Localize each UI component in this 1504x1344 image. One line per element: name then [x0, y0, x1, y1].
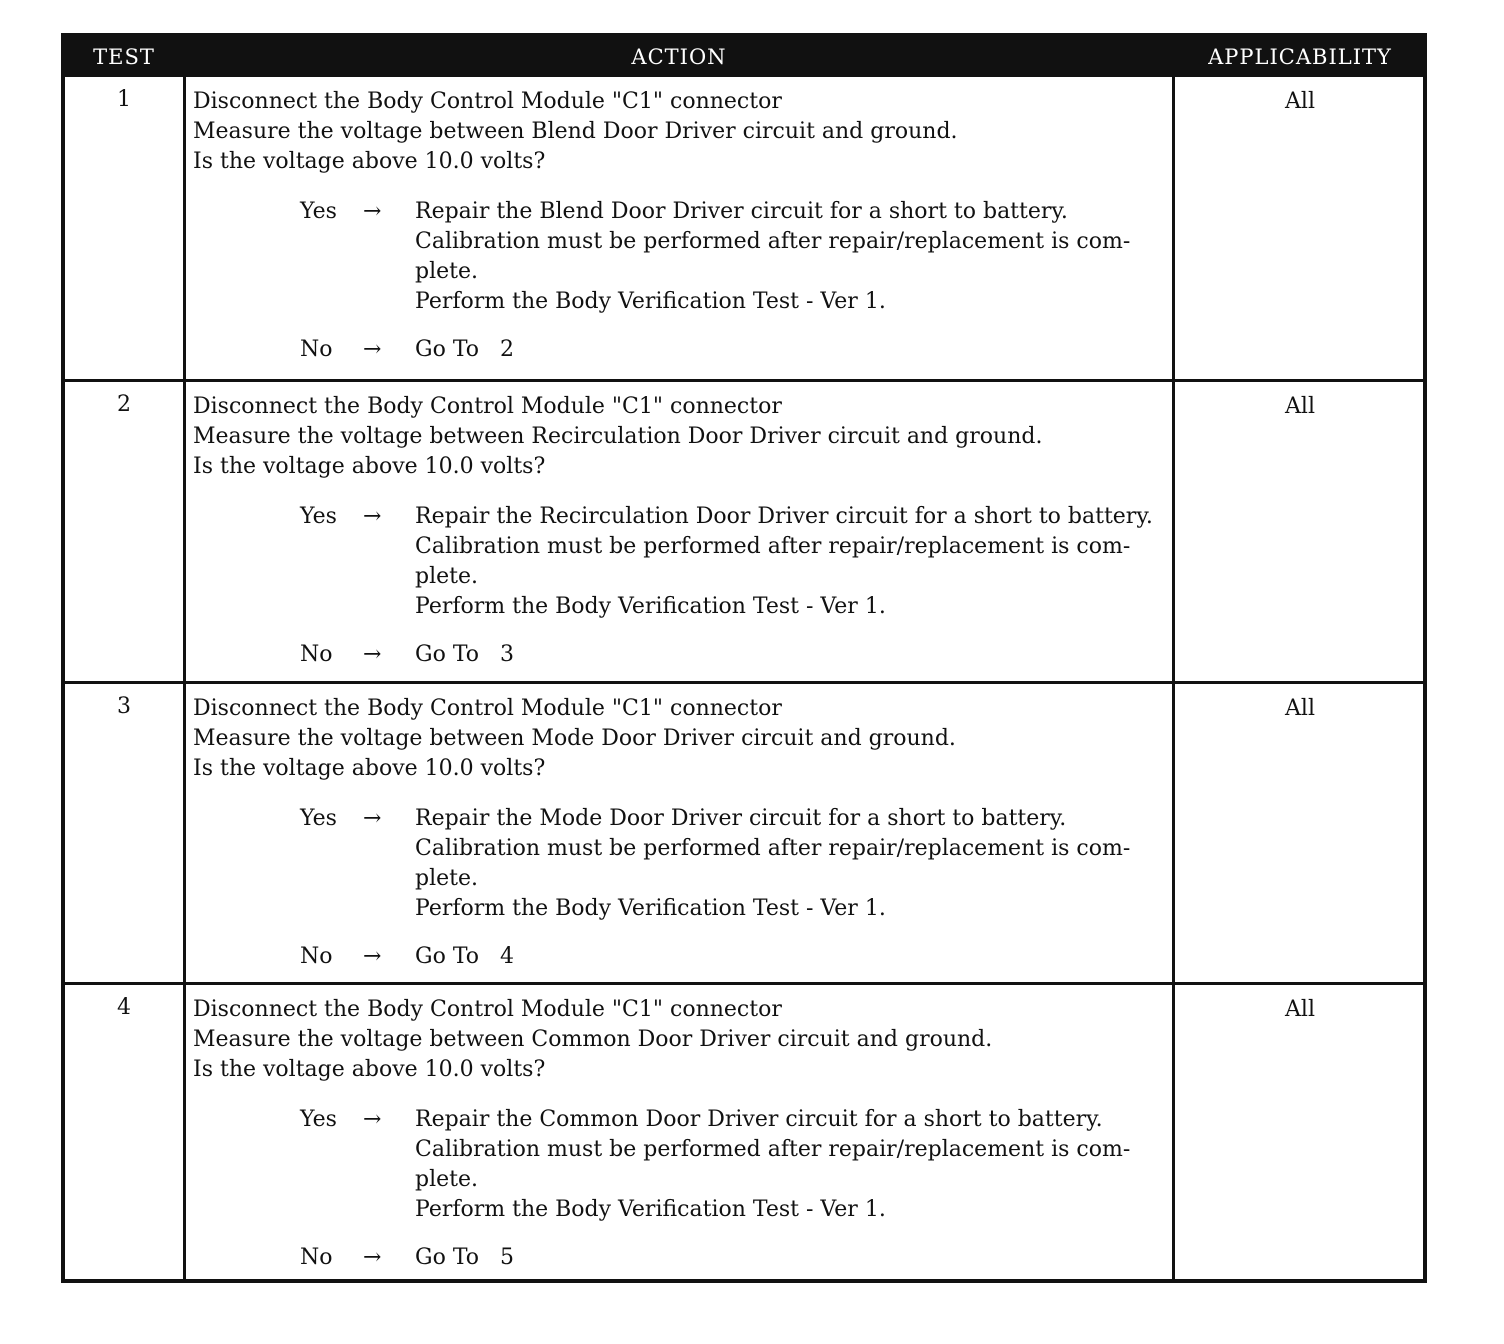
no-text: Go To 2: [415, 337, 514, 362]
yes-line: Calibration must be performed after repair/replacement is com-: [415, 229, 1131, 254]
diagnostic-test-table: [61, 33, 1427, 1283]
step-line: Is the voltage above 10.0 volts?: [193, 454, 546, 479]
yes-line: plete.: [415, 564, 478, 589]
yes-line: Repair the Recirculation Door Driver circuit for a short to battery.: [415, 504, 1153, 529]
action-cell: [193, 694, 1168, 972]
applicability-value: All: [1285, 696, 1315, 721]
yes-response: [193, 1105, 1168, 1225]
yes-line: Calibration must be performed after repair/replacement is com-: [415, 1137, 1131, 1162]
yes-line: Perform the Body Verification Test - Ver 1.: [415, 594, 886, 619]
yes-line: Repair the Common Door Driver circuit for a short to battery.: [415, 1107, 1103, 1132]
action-cell: [193, 995, 1168, 1273]
step-line: Measure the voltage between Common Door Driver circuit and ground.: [193, 1027, 993, 1052]
no-response: [193, 1243, 1168, 1273]
test-number: 4: [117, 995, 131, 1020]
yes-line: Repair the Blend Door Driver circuit for a short to battery.: [415, 199, 1068, 224]
yes-line: plete.: [415, 259, 478, 284]
yes-label: Yes: [300, 504, 337, 529]
step-line: Measure the voltage between Blend Door Driver circuit and ground.: [193, 119, 958, 144]
table-row: [65, 982, 1423, 1279]
table-row: [65, 379, 1423, 681]
no-text: Go To 3: [415, 642, 514, 667]
yes-line: Calibration must be performed after repair/replacement is com-: [415, 836, 1131, 861]
table-row: [65, 681, 1423, 982]
action-cell: [193, 87, 1168, 365]
yes-response: [193, 804, 1168, 924]
no-label: No: [300, 1245, 333, 1270]
yes-label: Yes: [300, 1107, 337, 1132]
yes-line: Perform the Body Verification Test - Ver 1.: [415, 289, 886, 314]
step-line: Is the voltage above 10.0 volts?: [193, 1057, 546, 1082]
yes-line: plete.: [415, 1167, 478, 1192]
applicability-value: All: [1285, 89, 1315, 114]
header-test: TEST: [93, 45, 155, 69]
no-response: [193, 640, 1168, 670]
step-line: Disconnect the Body Control Module "C1" connector: [193, 394, 782, 419]
arrow-icon: →: [363, 1245, 382, 1270]
no-label: No: [300, 944, 333, 969]
no-text: Go To 5: [415, 1245, 514, 1270]
yes-label: Yes: [300, 806, 337, 831]
step-line: Disconnect the Body Control Module "C1" connector: [193, 997, 782, 1022]
arrow-icon: →: [363, 337, 382, 362]
header-action: ACTION: [631, 45, 727, 69]
applicability-value: All: [1285, 394, 1315, 419]
yes-response: [193, 502, 1168, 622]
arrow-icon: →: [363, 944, 382, 969]
table-row: [65, 77, 1423, 379]
table-header: [65, 37, 1423, 77]
step-line: Measure the voltage between Mode Door Driver circuit and ground.: [193, 726, 956, 751]
no-response: [193, 335, 1168, 365]
test-number: 3: [117, 694, 131, 719]
yes-line: plete.: [415, 866, 478, 891]
test-number: 1: [117, 87, 131, 112]
test-number: 2: [117, 392, 131, 417]
yes-line: Calibration must be performed after repair/replacement is com-: [415, 534, 1131, 559]
yes-response: [193, 197, 1168, 317]
no-text: Go To 4: [415, 944, 514, 969]
yes-line: Perform the Body Verification Test - Ver 1.: [415, 1197, 886, 1222]
arrow-icon: →: [363, 1107, 382, 1132]
no-label: No: [300, 337, 333, 362]
no-label: No: [300, 642, 333, 667]
step-line: Measure the voltage between Recirculation Door Driver circuit and ground.: [193, 424, 1043, 449]
step-line: Disconnect the Body Control Module "C1" connector: [193, 696, 782, 721]
yes-line: Repair the Mode Door Driver circuit for a short to battery.: [415, 806, 1067, 831]
action-cell: [193, 392, 1168, 670]
step-line: Disconnect the Body Control Module "C1" connector: [193, 89, 782, 114]
step-line: Is the voltage above 10.0 volts?: [193, 756, 546, 781]
arrow-icon: →: [363, 806, 382, 831]
applicability-value: All: [1285, 997, 1315, 1022]
arrow-icon: →: [363, 199, 382, 224]
no-response: [193, 942, 1168, 972]
yes-label: Yes: [300, 199, 337, 224]
step-line: Is the voltage above 10.0 volts?: [193, 149, 546, 174]
arrow-icon: →: [363, 504, 382, 529]
arrow-icon: →: [363, 642, 382, 667]
header-applicability: APPLICABILITY: [1208, 45, 1392, 69]
yes-line: Perform the Body Verification Test - Ver 1.: [415, 896, 886, 921]
